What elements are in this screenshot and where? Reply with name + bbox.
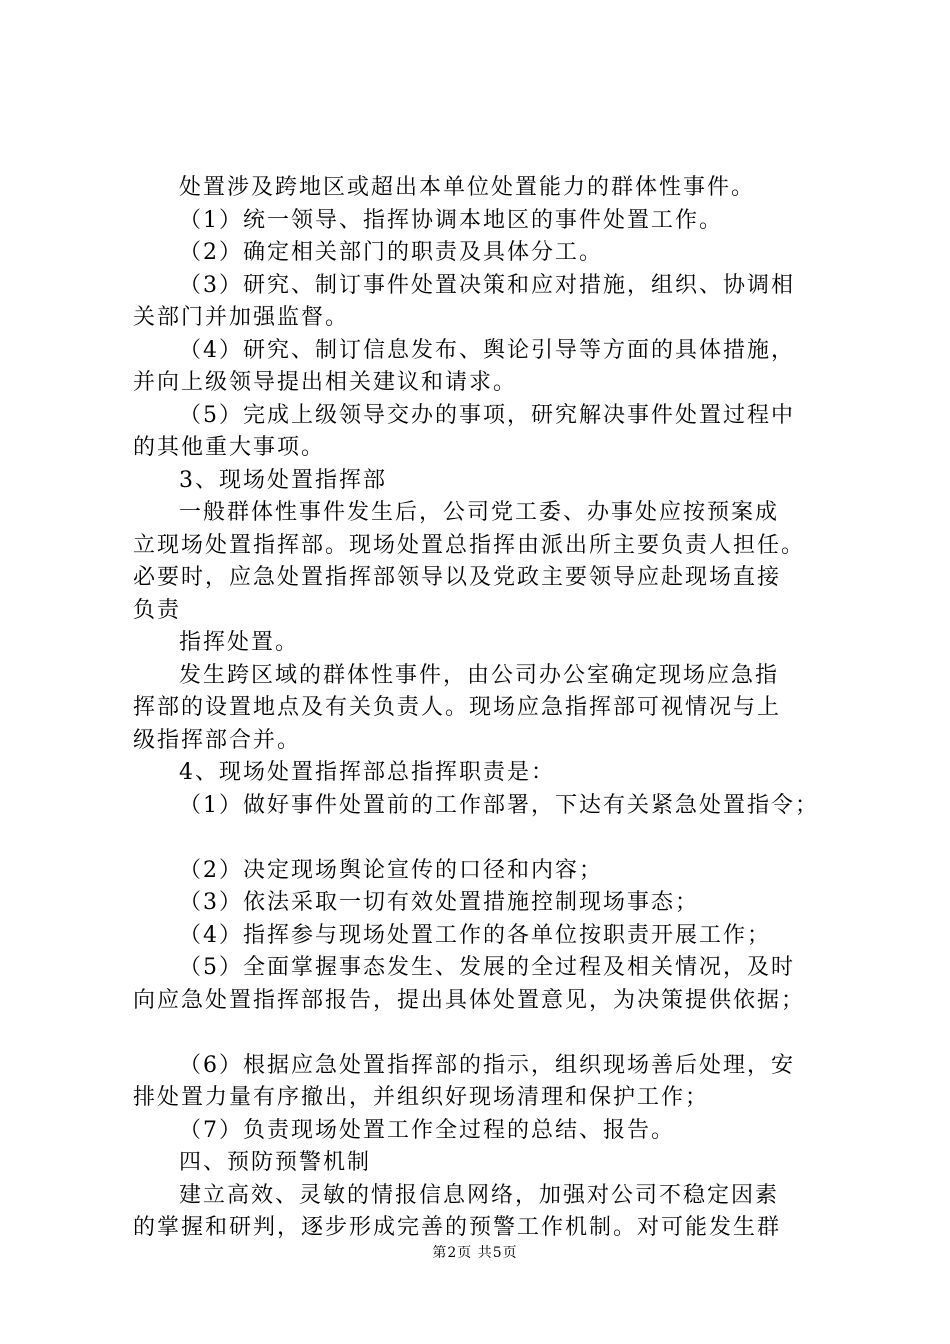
paragraph-line: （7）负责现场处置工作全过程的总结、报告。 [179,1117,675,1143]
paragraph-line: 处置涉及跨地区或超出本单位处置能力的群体性事件。 [179,175,756,200]
paragraph-line: （5）完成上级领导交办的事项，研究解决事件处置过程中 [179,402,795,428]
paragraph-line: 指挥处置。 [179,630,300,655]
paragraph-line: （1）统一领导、指挥协调本地区的事件处置工作。 [179,207,723,233]
paragraph-line: 发生跨区域的群体性事件，由公司办公室确定现场应急指 [179,662,780,688]
paragraph-line: 向应急处置指挥部报告，提出具体处置意见，为决策提供依据； [133,987,806,1013]
paragraph-line: 必要时，应急处置指挥部领导以及党政主要领导应赴现场直接 [133,565,782,590]
section-heading: 四、预防预警机制 [179,1150,372,1175]
blank-line [133,822,853,855]
paragraph-line: 的其他重大事项。 [133,435,326,460]
paragraph-line: 建立高效、灵敏的情报信息网络，加强对公司不稳定因素 [179,1182,780,1208]
paragraph-line: 一般群体性事件发生后，公司党工委、办事处应按预案成 [179,500,780,525]
paragraph-line: （6）根据应急处置指挥部的指示，组织现场善后处理，安 [179,1052,795,1078]
body-text [133,172,853,1245]
paragraph-line: （2）决定现场舆论宣传的口径和内容； [179,857,603,883]
paragraph-line: （3）依法采取一切有效处置措施控制现场事态； [179,890,699,915]
blank-line [133,1017,853,1050]
paragraph-line: 关部门并加强监督。 [133,305,350,330]
section-heading: 3、现场处置指挥部 [179,467,387,493]
paragraph-line: （2）确定相关部门的职责及具体分工。 [179,240,603,265]
paragraph-line: 并向上级领导提出相关建议和请求。 [133,370,518,395]
paragraph-line: 的掌握和研判，逐步形成完善的预警工作机制。对可能发生群 [133,1215,782,1240]
section-heading: 4、现场处置指挥部总指挥职责是： [179,760,555,785]
paragraph-line: （4）研究、制订信息发布、舆论引导等方面的具体措施， [179,337,795,363]
paragraph-line: 负责 [133,597,182,623]
paragraph-line: 级指挥部合并。 [133,727,302,753]
paragraph-line: （1）做好事件处置前的工作部署，下达有关紧急处置指令； [179,792,819,818]
paragraph-line: 排处置力量有序撤出，并组织好现场清理和保护工作； [133,1085,710,1110]
paragraph-line: （5）全面掌握事态发生、发展的全过程及相关情况，及时 [179,955,795,980]
paragraph-line: 挥部的设置地点及有关负责人。现场应急指挥部可视情况与上 [133,695,782,720]
paragraph-line: （3）研究、制订事件处置决策和应对措施，组织、协调相 [179,272,795,298]
paragraph-line: （4）指挥参与现场处置工作的各单位按职责开展工作； [179,922,771,948]
page-number-footer: 第2页 共5页 [432,1245,518,1261]
paragraph-line: 立现场处置指挥部。现场处置总指挥由派出所主要负责人担任。 [133,532,806,558]
